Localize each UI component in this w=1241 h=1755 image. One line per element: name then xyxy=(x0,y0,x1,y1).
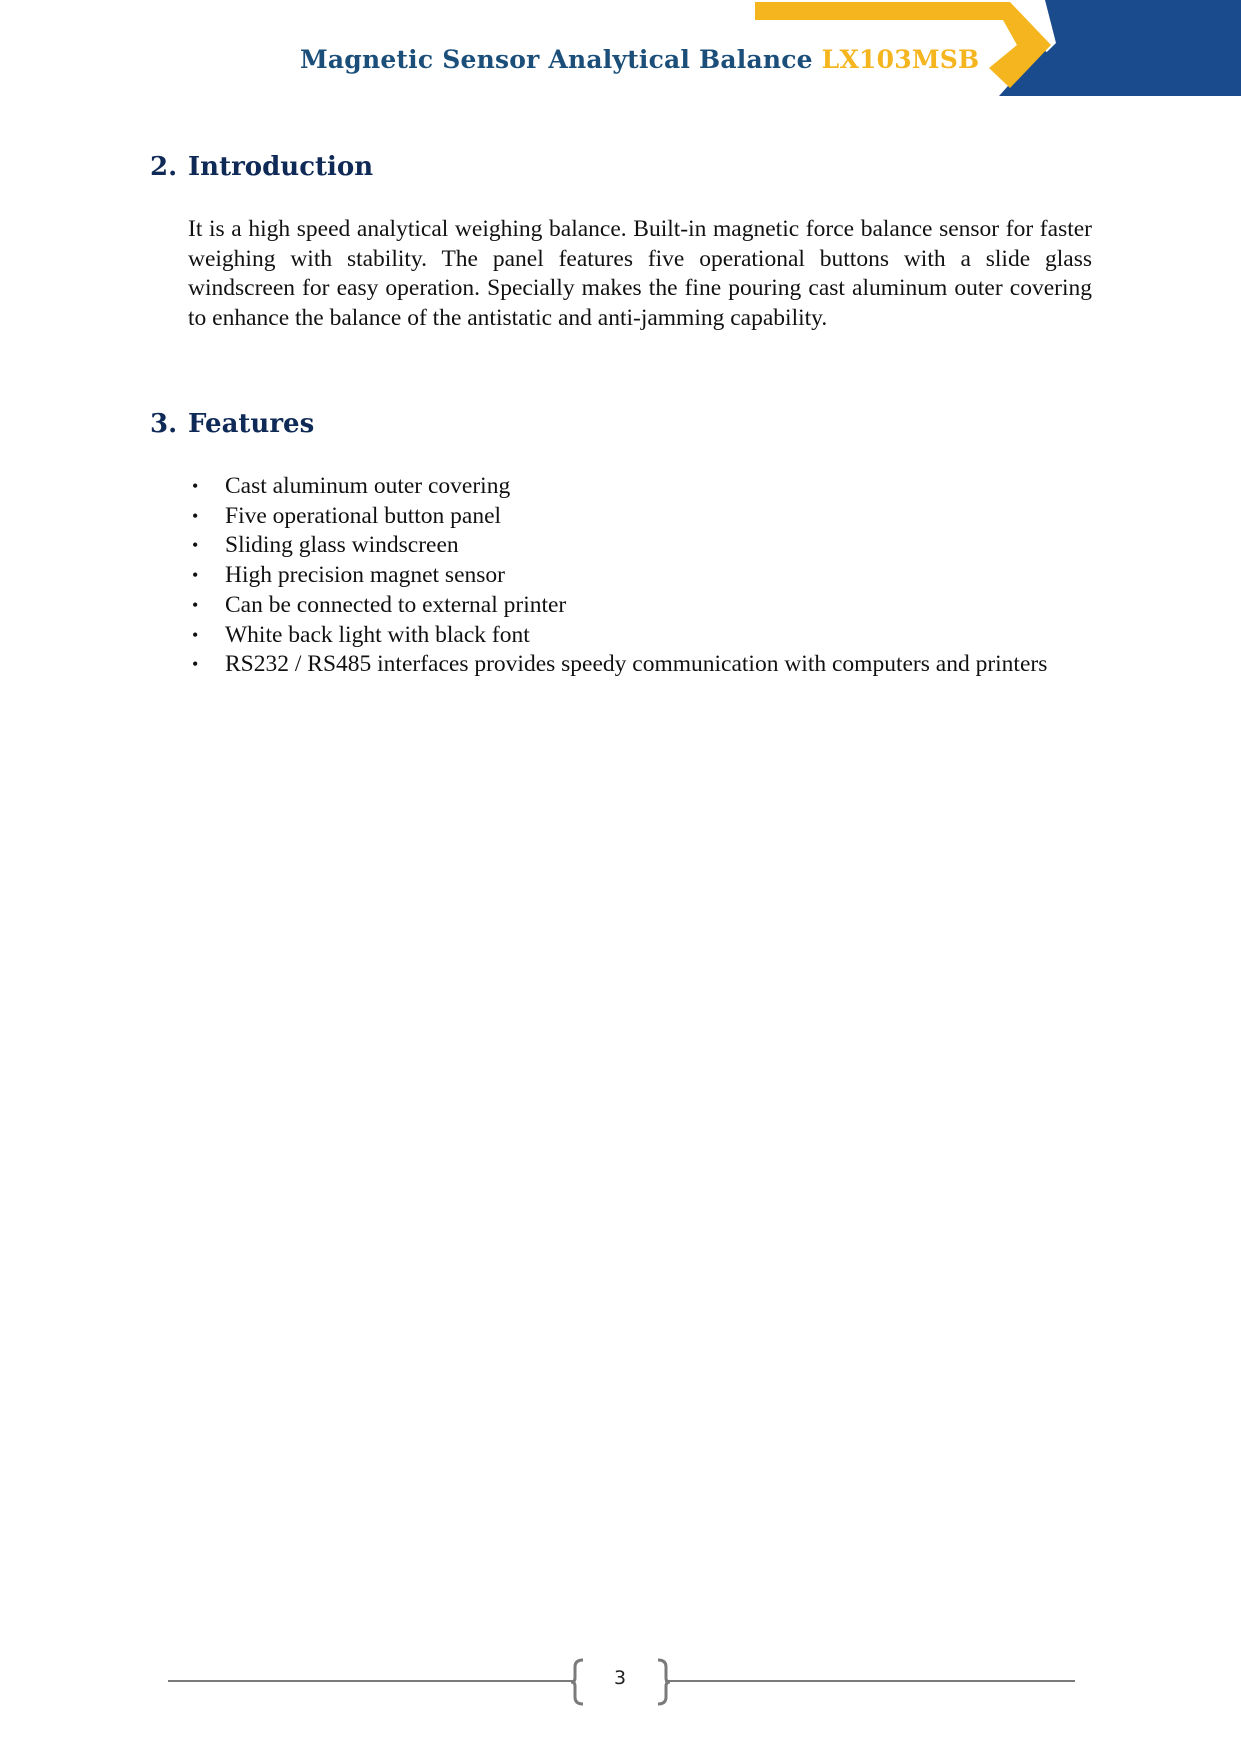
feature-text: High precision magnet sensor xyxy=(225,562,505,589)
header-title-main: Magnetic Sensor Analytical Balance xyxy=(300,45,813,74)
introduction-number: 2. xyxy=(150,152,178,182)
right-brace-icon xyxy=(655,1658,671,1706)
bullet-icon: • xyxy=(192,535,199,556)
list-item xyxy=(188,650,1098,680)
introduction-heading-text: Introduction xyxy=(188,152,374,182)
feature-text: RS232 / RS485 interfaces provides speedy communication with computers and printers xyxy=(225,651,1048,678)
bullet-icon: • xyxy=(192,594,199,615)
bullet-icon: • xyxy=(192,565,199,586)
bullet-icon: • xyxy=(192,476,199,496)
bullet-icon: • xyxy=(192,505,199,526)
header-chevron-graphic xyxy=(755,0,1241,98)
left-brace-icon xyxy=(570,1658,586,1706)
feature-text: Sliding glass windscreen xyxy=(225,532,459,559)
page-number: 3 xyxy=(613,1667,627,1689)
footer-divider-left xyxy=(168,1680,573,1682)
feature-text: Cast aluminum outer covering xyxy=(225,473,511,499)
feature-text: White back light with black font xyxy=(225,621,530,648)
features-heading xyxy=(150,409,314,439)
features-heading-text: Features xyxy=(188,409,315,439)
bullet-icon: • xyxy=(192,624,199,645)
list-item xyxy=(188,472,1098,502)
introduction-paragraph: It is a high speed analytical weighing balance. Built-in magnetic force balance sensor for faster weighing with stability. The panel features five operational buttons with a slide glass windscreen for easy operation. Specially makes the fine pouring cast aluminum outer covering to enhance the balance of the antistatic and anti-jamming capability. xyxy=(188,216,1092,331)
list-item xyxy=(188,502,1098,532)
header-yellow-chevron xyxy=(755,2,1051,88)
list-item xyxy=(188,531,1098,561)
bullet-icon: • xyxy=(192,654,199,675)
list-item xyxy=(188,591,1098,621)
introduction-heading xyxy=(150,152,373,182)
features-list xyxy=(188,472,1098,680)
list-item xyxy=(188,561,1098,591)
feature-text: Can be connected to external printer xyxy=(225,591,567,618)
header-title-model: LX103MSB xyxy=(821,45,980,74)
features-number: 3. xyxy=(150,409,178,439)
list-item xyxy=(188,621,1098,651)
footer-divider-right xyxy=(665,1680,1075,1682)
feature-text: Five operational button panel xyxy=(225,502,502,529)
